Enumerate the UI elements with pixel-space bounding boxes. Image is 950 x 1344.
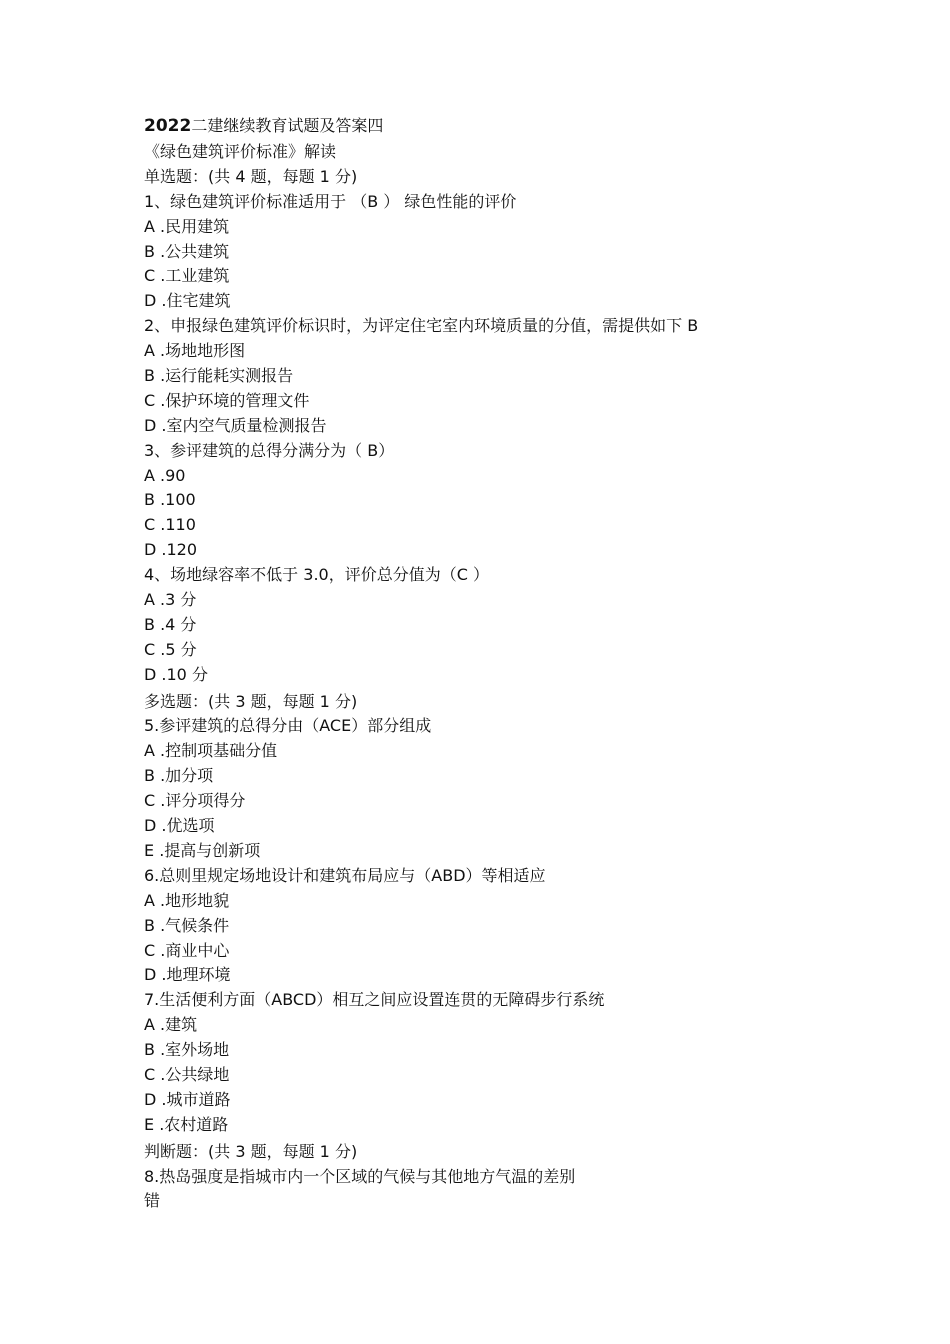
q6-option-c: C .商业中心 xyxy=(144,940,230,960)
question-1: 1、绿色建筑评价标准适用于 （B ） 绿色性能的评价 xyxy=(144,191,517,211)
q7-option-d: D .城市道路 xyxy=(144,1089,231,1109)
section-heading-single: 单选题：(共 4 题，每题 1 分) xyxy=(144,166,358,186)
q2-option-a: A .场地地形图 xyxy=(144,341,246,361)
question-3: 3、参评建筑的总得分满分为（ B） xyxy=(144,440,395,460)
q5-option-a: A .控制项基础分值 xyxy=(144,741,278,761)
question-5: 5.参评建筑的总得分由（ACE）部分组成 xyxy=(144,716,432,736)
section-heading-multi: 多选题：(共 3 题，每题 1 分) xyxy=(144,691,358,711)
section-heading-judge: 判断题：(共 3 题，每题 1 分) xyxy=(144,1141,358,1161)
q4-option-a: A .3 分 xyxy=(144,590,197,610)
q6-option-d: D .地理环境 xyxy=(144,965,231,985)
q3-option-a: A .90 xyxy=(144,465,186,485)
document-title xyxy=(144,114,904,140)
question-8: 8.热岛强度是指城市内一个区域的气候与其他地方气温的差别 xyxy=(144,1166,576,1186)
q5-option-e: E .提高与创新项 xyxy=(144,840,261,860)
q3-option-c: C .110 xyxy=(144,515,196,535)
question-2: 2、申报绿色建筑评价标识时，为评定住宅室内环境质量的分值，需提供如下 B xyxy=(144,316,699,336)
q1-option-b: B .公共建筑 xyxy=(144,241,230,261)
q1-option-c: C .工业建筑 xyxy=(144,266,230,286)
q2-option-d: D .室内空气质量检测报告 xyxy=(144,415,327,435)
q5-option-c: C .评分项得分 xyxy=(144,791,246,811)
question-4: 4、场地绿容率不低于 3.0，评价总分值为（C ） xyxy=(144,565,489,585)
question-6: 6.总则里规定场地设计和建筑布局应与（ABD）等相适应 xyxy=(144,865,546,885)
document-page xyxy=(144,114,904,1214)
q6-option-b: B .气候条件 xyxy=(144,915,230,935)
question-7: 7.生活便利方面（ABCD）相互之间应设置连贯的无障碍步行系统 xyxy=(144,990,605,1010)
q7-option-a: A .建筑 xyxy=(144,1015,198,1035)
q7-option-c: C .公共绿地 xyxy=(144,1064,230,1084)
q2-option-b: B .运行能耗实测报告 xyxy=(144,366,294,386)
q3-option-b: B .100 xyxy=(144,490,196,510)
q4-option-d: D .10 分 xyxy=(144,664,208,684)
q4-option-b: B .4 分 xyxy=(144,614,197,634)
q6-option-a: A .地形地貌 xyxy=(144,890,230,910)
q1-option-a: A .民用建筑 xyxy=(144,216,230,236)
q2-option-c: C .保护环境的管理文件 xyxy=(144,390,310,410)
q8-answer: 错 xyxy=(144,1191,161,1211)
q4-option-c: C .5 分 xyxy=(144,639,197,659)
q5-option-d: D .优选项 xyxy=(144,816,215,836)
title-text: 二建继续教育试题及答案四 xyxy=(191,116,384,135)
q1-option-d: D .住宅建筑 xyxy=(144,291,231,311)
document-subtitle: 《绿色建筑评价标准》解读 xyxy=(144,142,337,161)
q3-option-d: D .120 xyxy=(144,540,198,560)
title-year: 2022 xyxy=(144,116,192,136)
q5-option-b: B .加分项 xyxy=(144,766,214,786)
q7-option-b: B .室外场地 xyxy=(144,1040,230,1060)
q7-option-e: E .农村道路 xyxy=(144,1114,229,1134)
